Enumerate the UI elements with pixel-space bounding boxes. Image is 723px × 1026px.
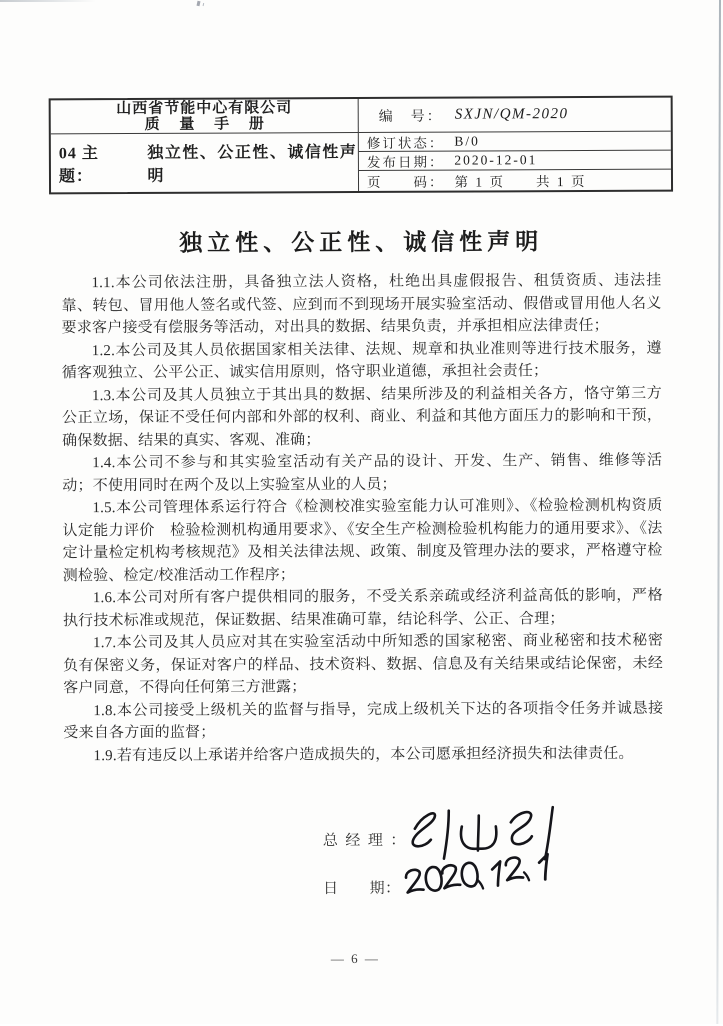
company-cell [51,99,359,134]
general-manager-label: 总经理： [322,832,413,850]
declaration-body [61,223,663,768]
clause-1-9: 1.9.若有违反以上承诺并给客户造成损失的，本公司愿承担经济损失和法律责任。 [93,745,634,764]
revision-status-cell [359,132,671,152]
clause-1-2: 1.2.本公司及其人员依据国家相关法律、法规、规章和执业准则等进行技术服务，遵循客观独立、公平公正、诚实信用原则，恪守职业道德，承担社会责任； [61,340,662,382]
manual-title: 质 量 手 册 [144,115,272,133]
doc-number-cell [359,98,671,133]
doc-number-label: 编 号： [378,109,443,125]
subject-cell [51,133,359,192]
clause-1-6: 1.6.本公司对所有客户提供相同的服务，不受关系亲疏或经济利益高低的影响，严格执行技术标准或规范，保证数据、结果准确可靠，结论科学、公正、合理； [62,587,663,629]
clause-1-8: 1.8.本公司接受上级机关的监督与指导，完成上级机关下达的各项指令任务并诚恳接受来自各方面的监督； [63,700,664,742]
date-label: 日 期： [323,880,401,898]
header-table [49,96,673,195]
footer-page-number: — 6 — [330,950,380,967]
clause-1-1: 1.1.本公司依法注册，具备独立法人资格，杜绝出具虚假报告、租赁资质、违法挂靠、转包、冒用他人签名或代签、应到而不到现场开展实验室活动、假借或冒用他人名义要求客户接受有偿服务等活动，对出具的数据、结果负责，并承担相应法律责任； [61,272,662,337]
revision-status-label: 修订状态： [366,135,445,151]
page-number-cell [359,170,671,191]
doc-number-value: SXJN/QM-2020 [454,106,569,123]
issue-date-cell [359,151,671,171]
issue-date-value: 2020-12-01 [454,152,538,168]
page-number-label: 页 码： [366,174,445,190]
page-title: 独立性、公正性、诚信性声明 [179,229,544,256]
clause-1-4: 1.4.本公司不参与和其实验室活动有关产品的设计、开发、生产、销售、维修等活动；不使用同时在两个及以上实验室从业的人员； [62,452,663,494]
page-number-value: 第 1 页 共 1 页 [454,174,587,190]
subject-text: 独立性、公正性、诚信性声明 [147,144,358,185]
issue-date-label: 发布日期： [366,154,445,170]
clause-1-3: 1.3.本公司及其人员独立于其出具的数据、结果所涉及的利益相关各方，恪守第三方公正立场，保证不受任何内部和外部的权利、商业、利益和其他方面压力的影响和干预，确保数据、结果的真实、客观、准确； [62,385,663,449]
date-handwriting [398,852,578,905]
clause-1-5: 1.5.本公司管理体系运行符合《检测校准实验室能力认可准则》、《检验检测机构资质认定能力评价 检验检测机构通用要求》、《安全生产检测检验机构能力的通用要求》、《法定计量检定机构考核规范》及相关法律法规、政策、制度及管理办法的要求，严格遵守检测检验、检定/校准活动工作程序； [62,497,663,584]
company-name: 山西省节能中心有限公司 [116,99,293,117]
subject-prefix: 04 主题： [58,145,99,186]
clause-1-7: 1.7.本公司及其人员应对其在实验室活动中所知悉的国家秘密、商业秘密和技术秘密负有保密义务，保证对客户的样品、技术资料、数据、信息及有关结果或结论保密，未经客户同意，不得向任何第三方泄露； [63,632,664,697]
revision-status-value: B/0 [454,133,480,149]
